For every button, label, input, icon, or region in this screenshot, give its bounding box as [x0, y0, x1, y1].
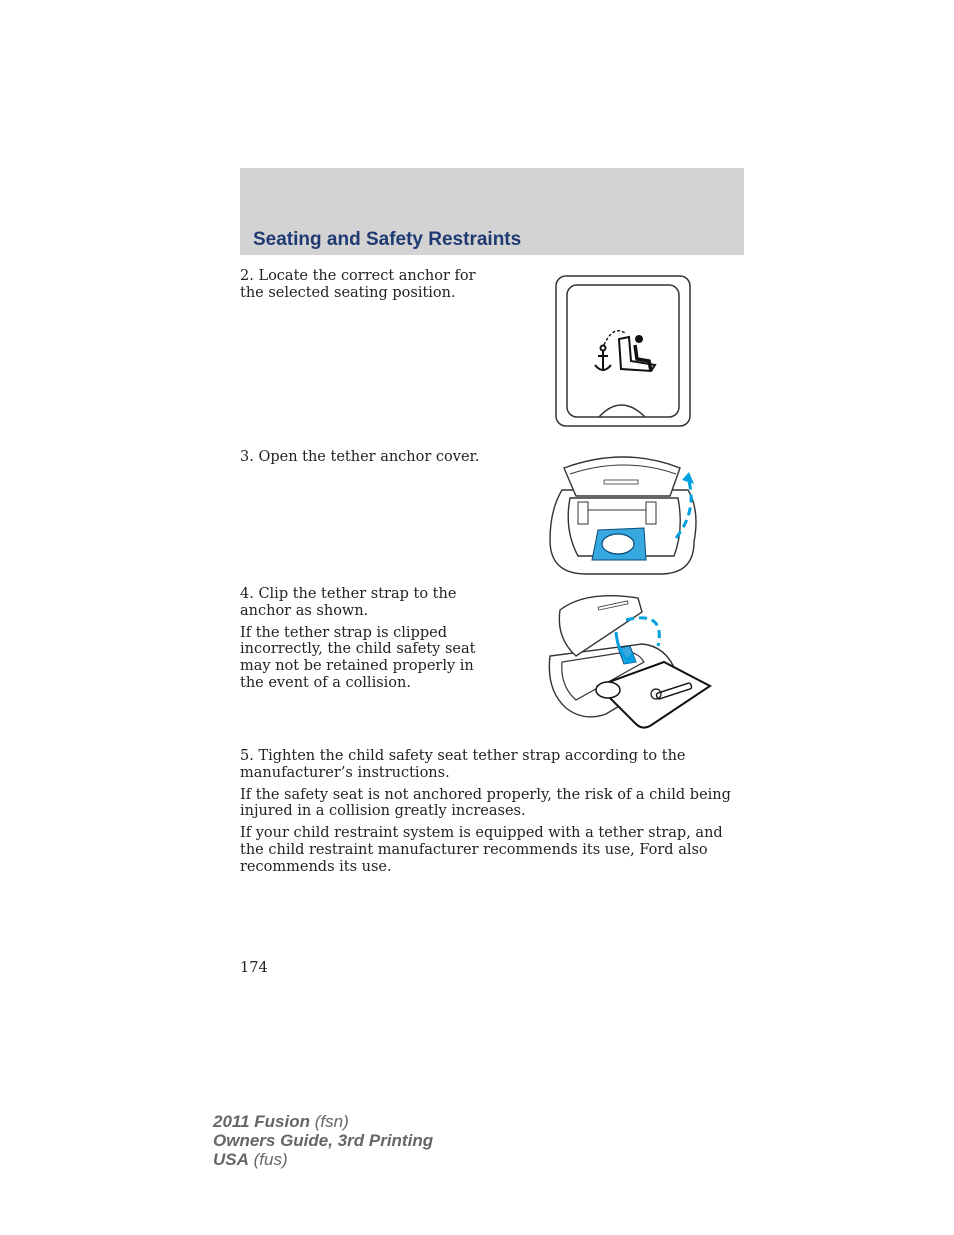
page-number: 174 — [240, 960, 268, 976]
step-2-paragraph: 2. Locate the correct anchor for the selected seating position. — [240, 268, 476, 301]
step-2-text — [240, 268, 495, 302]
clip-strap-figure — [546, 590, 716, 739]
cover-open-figure — [548, 450, 702, 583]
step-5-paragraph: 5. Tighten the child safety seat tether strap according to the manufacturer’s instructions. — [240, 748, 686, 781]
document-footer — [213, 1112, 433, 1169]
step-4-paragraph: 4. Clip the tether strap to the anchor as shown. — [240, 586, 457, 619]
section-title: Seating and Safety Restraints — [253, 229, 522, 250]
step-4-text — [240, 586, 498, 692]
anchoring-risk-paragraph: If the safety seat is not anchored properly, the risk of a child being injured in a collision greatly increases. — [240, 786, 731, 820]
anchor-seat-icon — [555, 275, 691, 427]
tether-recommendation-paragraph: If your child restraint system is equipped with a tether strap, and the child restraint manufacturer recommends its use, Ford also recommends its use. — [240, 825, 723, 875]
footer-model-code: (fsn) — [314, 1112, 349, 1131]
step-4-warning-paragraph: If the tether strap is clipped incorrectly, the child safety seat may not be retained properly in the event of a collision. — [240, 624, 476, 691]
tether-anchor-cover-open-illustration — [548, 450, 702, 578]
footer-edition: Owners Guide, 3rd Printing — [213, 1131, 434, 1150]
footer-market: USA — [213, 1150, 249, 1169]
footer-line-1 — [213, 1112, 433, 1131]
step-3-text — [240, 449, 495, 466]
footer-line-3 — [213, 1150, 433, 1169]
footer-market-code: (fus) — [253, 1150, 288, 1169]
footer-line-2 — [213, 1131, 433, 1150]
step-3-paragraph: 3. Open the tether anchor cover. — [240, 449, 480, 465]
anchor-location-figure — [555, 275, 691, 432]
step-5-text — [240, 748, 745, 876]
footer-model: 2011 Fusion — [213, 1112, 310, 1131]
tether-strap-clip-illustration — [546, 590, 716, 734]
section-header — [240, 168, 744, 255]
